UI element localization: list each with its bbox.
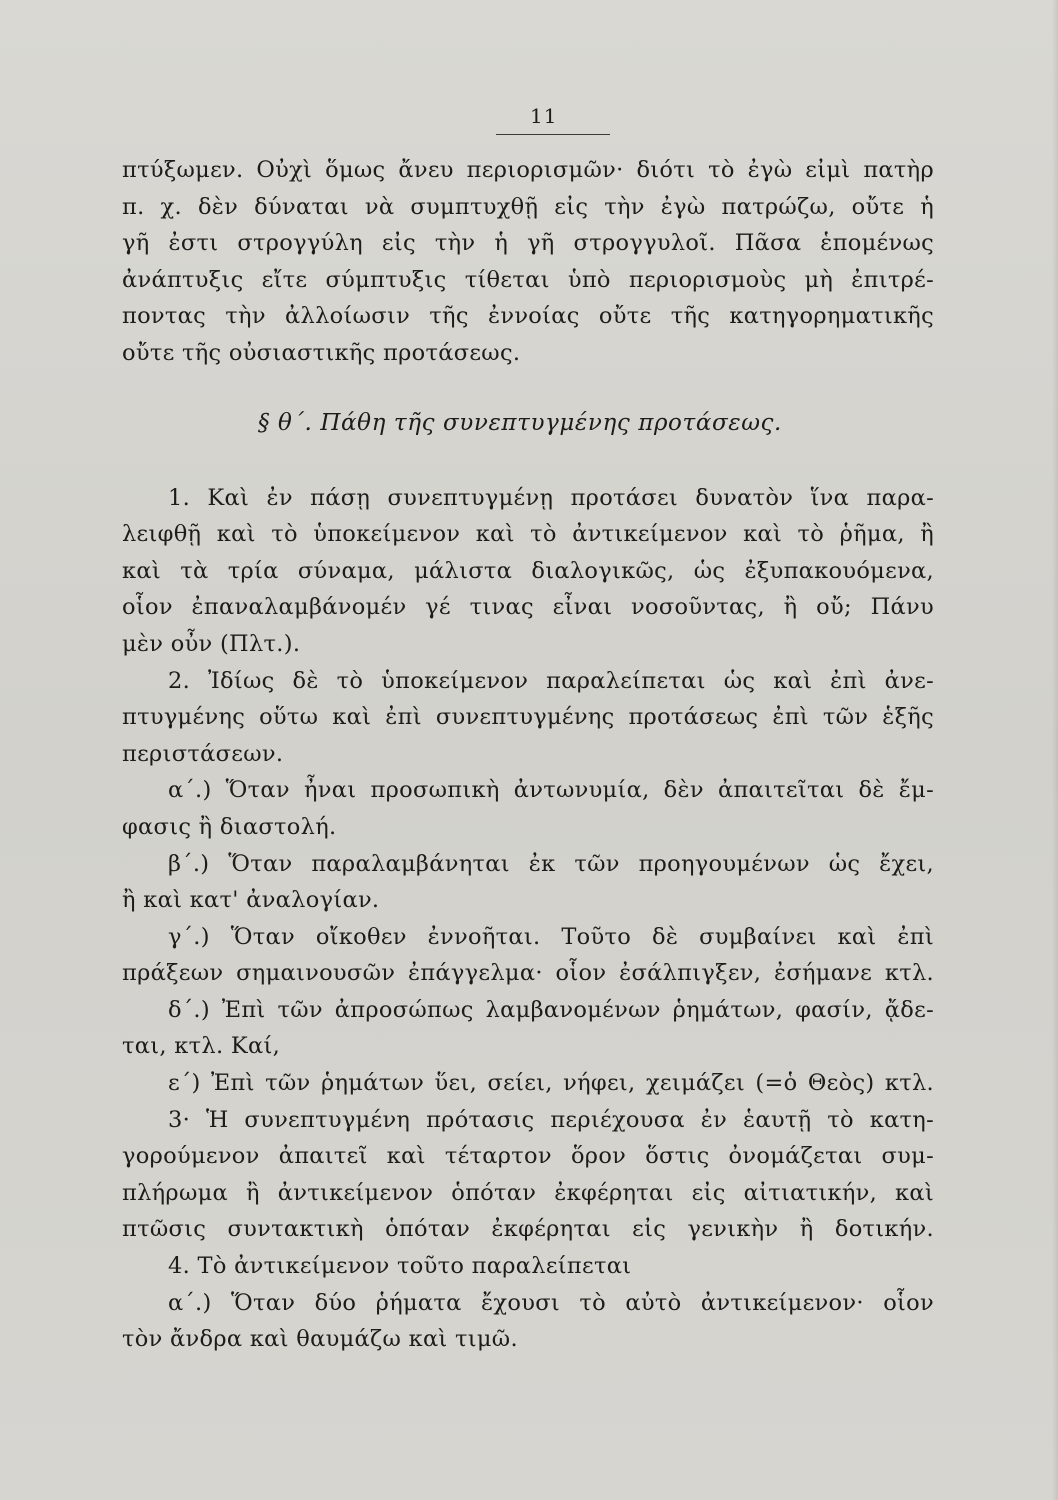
text-line: γ΄.) Ὅταν οἴκοθεν ἐννοῆται. Τοῦτο δὲ συμβαίνει καὶ ἐπὶ xyxy=(168,923,934,950)
text-line: 3· Ἡ συνεπτυγμένη πρότασις περιέχουσα ἐν ἑαυτῇ τὸ κατη- xyxy=(168,1106,934,1133)
text-line: ε΄) Ἐπὶ τῶν ῥημάτων ὕει, σείει, νήφει, χειμάζει (=ὁ Θεὸς) κτλ. xyxy=(168,1070,934,1097)
text-line: ποντας τὴν ἀλλοίωσιν τῆς ἐννοίας οὔτε τῆς κατηγορηματικῆς xyxy=(122,303,934,330)
text-line: β΄.) Ὅταν παραλαμβάνηται ἐκ τῶν προηγουμένων ὡς ἔχει, xyxy=(168,850,934,877)
text-line: φασις ἢ διαστολή. xyxy=(122,813,337,840)
text-line: πλήρωμα ἢ ἀντικείμενον ὁπόταν ἐκφέρηται εἰς αἰτιατικήν, καὶ xyxy=(122,1179,934,1206)
text-line: α΄.) Ὅταν δύο ῥήματα ἔχουσι τὸ αὐτὸ ἀντικείμενον· οἷον xyxy=(168,1289,934,1316)
text-line: ἢ καὶ κατ' ἀναλογίαν. xyxy=(122,887,380,914)
text-line: καὶ τὰ τρία σύναμα, μάλιστα διαλογικῶς, ὡς ἐξυπακουόμενα, xyxy=(122,557,934,584)
page-edge-shadow xyxy=(1052,0,1058,1500)
text-line: γῆ ἐστι στρογγύλη εἰς τὴν ἡ γῆ στρογγυλοῖ. Πᾶσα ἑπομένως xyxy=(122,230,934,257)
section-heading: § θ΄. Πάθη τῆς συνεπτυγμένης προτάσεως. xyxy=(258,409,782,436)
text-line: τὸν ἄνδρα καὶ θαυμάζω καὶ τιμῶ. xyxy=(122,1326,518,1353)
page-body xyxy=(122,152,934,1358)
text-line: 2. Ἰδίως δὲ τὸ ὑποκείμενον παραλείπεται ὡς καὶ ἐπὶ ἀνε- xyxy=(168,667,934,694)
text-line: περιστάσεων. xyxy=(122,740,284,767)
text-line: μὲν οὖν (Πλτ.). xyxy=(122,630,301,657)
text-line: πτῶσις συντακτικὴ ὁπόταν ἐκφέρηται εἰς γενικὴν ἢ δοτικήν. xyxy=(122,1216,934,1243)
text-line: οὔτε τῆς οὐσιαστικῆς προτάσεως. xyxy=(122,339,521,366)
text-line: π. χ. δὲν δύναται νὰ συμπτυχθῇ εἰς τὴν ἐγὼ πατρώζω, οὔτε ἡ xyxy=(122,193,934,220)
text-line: δ΄.) Ἐπὶ τῶν ἀπροσώπως λαμβανομένων ῥημάτων, φασίν, ᾄδε- xyxy=(168,996,934,1023)
text-line: πτύξωμεν. Οὐχὶ ὅμως ἄνευ περιορισμῶν· διότι τὸ ἐγὼ εἰμὶ πατὴρ xyxy=(122,157,934,183)
text-line: λειφθῇ καὶ τὸ ὑποκείμενον καὶ τὸ ἀντικείμενον καὶ τὸ ῥῆμα, ἢ xyxy=(122,521,934,548)
text-line: πτυγμένης οὕτω καὶ ἐπὶ συνεπτυγμένης προτάσεως ἐπὶ τῶν ἑξῆς xyxy=(122,704,934,731)
text-line: 4. Τὸ ἀντικείμενον τοῦτο παραλείπεται xyxy=(168,1253,632,1280)
text-line: ἀνάπτυξις εἴτε σύμπτυξις τίθεται ὑπὸ περιορισμοὺς μὴ ἐπιτρέ- xyxy=(122,266,934,293)
header-rule xyxy=(496,134,610,135)
text-line: ται, κτλ. Καί, xyxy=(122,1033,281,1060)
text-line: οἷον ἐπαναλαμβάνομέν γέ τινας εἶναι νοσοῦντας, ἢ οὔ; Πάνυ xyxy=(122,594,934,621)
text-line: γορούμενον ἀπαιτεῖ καὶ τέταρτον ὅρον ὅστις ὀνομάζεται συμ- xyxy=(122,1143,934,1170)
text-line: α΄.) Ὅταν ἦναι προσωπικὴ ἀντωνυμία, δὲν ἀπαιτεῖται δὲ ἔμ- xyxy=(168,777,934,804)
text-line: 1. Καὶ ἐν πάσῃ συνεπτυγμένῃ προτάσει δυνατὸν ἵνα παρα- xyxy=(168,484,934,511)
text-line: πράξεων σημαινουσῶν ἐπάγγελμα· οἷον ἐσάλπιγξεν, ἐσήμανε κτλ. xyxy=(122,960,934,987)
page-number: 11 xyxy=(530,104,558,128)
